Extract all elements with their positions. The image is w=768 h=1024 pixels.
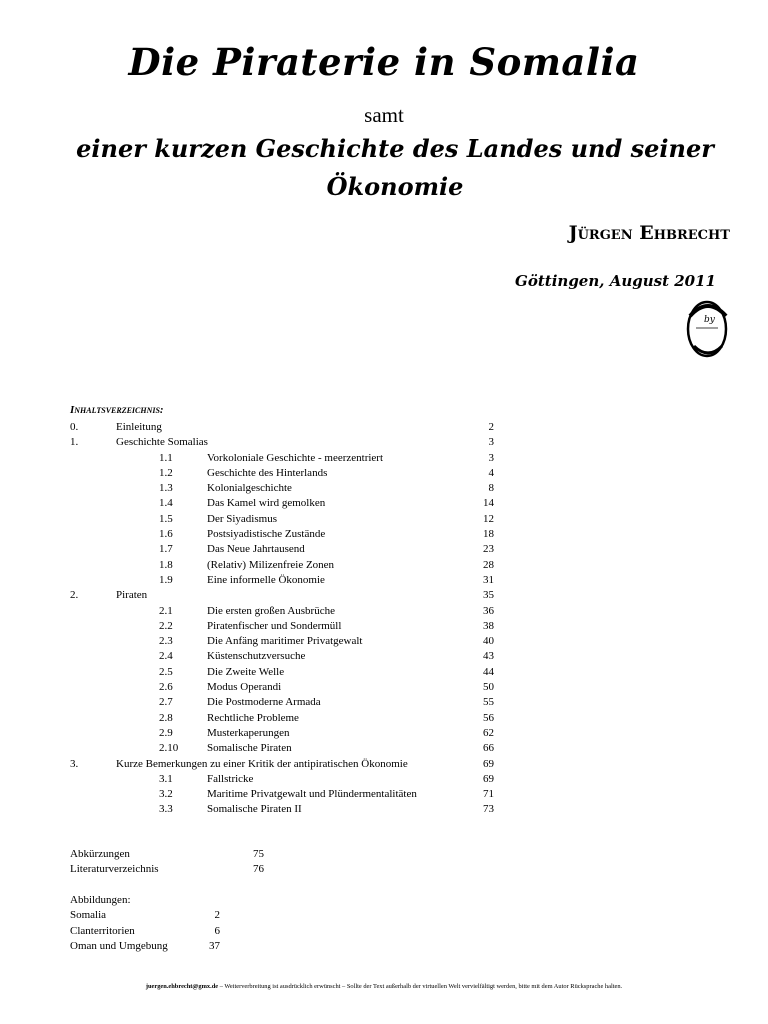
- toc-entry-num: 3.: [70, 757, 79, 770]
- toc-entry-page: 28: [483, 558, 494, 571]
- toc-entry-page: 69: [483, 772, 494, 785]
- author-email[interactable]: juergen.ehbrecht@gmx.de: [145, 983, 219, 990]
- subtitle-connector: samt: [364, 103, 404, 127]
- toc-entry-page: 8: [488, 482, 494, 495]
- list-item-text: Literaturverzeichnis: [70, 863, 159, 876]
- list-item: [70, 908, 220, 923]
- toc-entry-text: Musterkaperungen: [207, 726, 290, 739]
- table-of-contents: [70, 420, 494, 818]
- toc-entry: [70, 757, 494, 772]
- toc-entry: [70, 527, 494, 542]
- toc-entry-num: 1.8: [159, 558, 173, 571]
- list-item-page: 2: [214, 909, 220, 922]
- toc-entry-text: Einleitung: [116, 421, 162, 433]
- toc-entry-text: Eine informelle Ökonomie: [207, 573, 325, 586]
- toc-entry-text: Somalische Piraten: [207, 742, 292, 755]
- toc-entry: [70, 772, 494, 787]
- toc-entry-page: 36: [483, 604, 494, 617]
- toc-entry-page: 3: [488, 451, 494, 464]
- toc-entry-num: 2.3: [159, 635, 173, 648]
- toc-entry: [70, 604, 494, 619]
- toc-entry-num: 2.8: [159, 711, 173, 724]
- toc-entry: [70, 665, 494, 680]
- toc-entry: [70, 558, 494, 573]
- toc-entry-page: 44: [483, 665, 494, 678]
- list-item-text: Oman und Umgebung: [70, 939, 168, 952]
- list-item-text: Clanterritorien: [70, 924, 135, 937]
- toc-entry-page: 73: [483, 803, 494, 816]
- toc-entry-text: Modus Operandi: [207, 681, 282, 694]
- toc-entry-num: 2.10: [159, 742, 179, 755]
- toc-entry-num: 1.7: [159, 543, 173, 556]
- toc-entry: [70, 420, 494, 435]
- toc-entry-num: 3.1: [159, 772, 173, 785]
- toc-entry-page: 43: [483, 650, 494, 663]
- toc-entry: [70, 481, 494, 496]
- list-item-text: Abkürzungen: [70, 848, 130, 860]
- toc-entry: [70, 649, 494, 664]
- toc-entry-num: 2.7: [159, 696, 173, 709]
- toc-entry-num: 0.: [70, 421, 79, 433]
- list-item-text: Somalia: [70, 909, 107, 922]
- toc-entry-page: 55: [483, 696, 494, 709]
- toc-entry-page: 2: [488, 421, 494, 433]
- toc-entry-num: 2.2: [159, 619, 173, 632]
- toc-entry-page: 38: [483, 619, 494, 632]
- toc-entry: [70, 695, 494, 710]
- toc-entry-page: 3: [488, 436, 494, 449]
- toc-entry: [70, 512, 494, 527]
- toc-entry: [70, 726, 494, 741]
- toc-entry-text: Rechtliche Probleme: [207, 711, 299, 724]
- toc-entry-num: 2.1: [159, 604, 173, 617]
- list-item: [70, 847, 264, 862]
- list-item-page: 6: [214, 924, 220, 937]
- toc-entry: [70, 619, 494, 634]
- toc-entry-page: 71: [483, 788, 494, 801]
- toc-entry-text: Kolonialgeschichte: [207, 482, 292, 495]
- toc-entry-num: 2.: [70, 589, 79, 602]
- toc-entry-text: Fallstricke: [207, 772, 254, 785]
- author-name: Jürgen Ehbrecht: [568, 222, 730, 244]
- toc-entry-num: 1.2: [159, 466, 173, 479]
- toc-entry-num: 1.1: [159, 451, 173, 464]
- list-item-page: 76: [253, 863, 264, 876]
- toc-heading: Inhaltsverzeichnis:: [70, 404, 164, 416]
- toc-entry-num: 1.5: [159, 512, 173, 525]
- toc-entry-page: 14: [483, 497, 494, 510]
- toc-entry-page: 62: [483, 726, 494, 739]
- toc-entry-text: Somalische Piraten II: [207, 803, 302, 816]
- document-subtitle: einer kurzen Geschichte des Landes und seiner Ökonomie: [76, 134, 714, 201]
- toc-entry: [70, 542, 494, 557]
- toc-entry-text: Postsiyadistische Zustände: [207, 528, 326, 541]
- toc-entry-text: Geschichte des Hinterlands: [207, 466, 328, 479]
- toc-entry-page: 50: [483, 681, 494, 694]
- toc-entry-text: Das Kamel wird gemolken: [207, 497, 326, 510]
- toc-entry-num: 2.9: [159, 726, 173, 739]
- toc-entry-text: Die Anfäng maritimer Privatgewalt: [207, 635, 363, 648]
- place-date: Göttingen, August 2011: [515, 272, 716, 290]
- toc-entry-num: 1.9: [159, 573, 173, 586]
- toc-entry-page: 69: [483, 757, 494, 770]
- toc-entry-text: Maritime Privatgewalt und Plündermentalitäten: [207, 788, 417, 801]
- appendix-list: [70, 847, 264, 878]
- list-item: [70, 924, 220, 939]
- toc-entry-num: 1.6: [159, 528, 173, 541]
- toc-entry-page: 66: [483, 742, 494, 755]
- toc-entry-page: 56: [483, 711, 494, 724]
- toc-entry-text: Vorkoloniale Geschichte - meerzentriert: [207, 451, 384, 464]
- toc-entry: [70, 680, 494, 695]
- toc-entry: [70, 451, 494, 466]
- logo-text: by: [704, 315, 715, 325]
- toc-entry-text: Die ersten großen Ausbrüche: [207, 604, 335, 617]
- toc-entry-page: 31: [483, 573, 494, 586]
- list-item: [70, 862, 264, 877]
- toc-entry: [70, 588, 494, 603]
- toc-entry: [70, 787, 494, 802]
- toc-entry-text: Küstenschutzversuche: [207, 650, 306, 663]
- toc-entry-text: Piratenfischer und Sondermüll: [207, 619, 342, 632]
- toc-entry: [70, 711, 494, 726]
- toc-entry-page: 12: [483, 512, 494, 525]
- toc-entry: [70, 435, 494, 450]
- toc-entry-text: Kurze Bemerkungen zu einer Kritik der antipiratischen Ökonomie: [116, 757, 408, 770]
- footer: [0, 983, 768, 990]
- toc-entry-num: 2.6: [159, 681, 173, 694]
- toc-entry: [70, 634, 494, 649]
- list-item-page: 75: [253, 848, 264, 860]
- toc-entry-page: 18: [483, 528, 494, 541]
- toc-entry-text: Die Postmoderne Armada: [207, 696, 321, 709]
- figures-list: [70, 908, 220, 954]
- figures-section: [70, 893, 220, 954]
- document-title: Die Piraterie in Somalia: [128, 40, 640, 84]
- toc-entry-num: 1.4: [159, 497, 173, 510]
- figures-heading: Abbildungen:: [70, 894, 131, 906]
- toc-entry-num: 3.3: [159, 803, 173, 816]
- toc-entry-num: 2.5: [159, 665, 173, 678]
- list-item: [70, 939, 220, 954]
- toc-entry-num: 1.: [70, 436, 79, 449]
- toc-entry: [70, 496, 494, 511]
- toc-entry-text: (Relativ) Milizenfreie Zonen: [207, 558, 335, 571]
- toc-entry: [70, 741, 494, 756]
- toc-entry-page: 35: [483, 589, 494, 602]
- list-item-page: 37: [209, 939, 220, 952]
- toc-entry-text: Der Siyadismus: [207, 512, 277, 525]
- toc-entry-text: Geschichte Somalias: [116, 436, 208, 449]
- toc-entry-num: 3.2: [159, 788, 173, 801]
- toc-entry-text: Die Zweite Welle: [207, 665, 285, 678]
- toc-entry-num: 2.4: [159, 650, 173, 663]
- toc-entry: [70, 573, 494, 588]
- toc-entry: [70, 466, 494, 481]
- footer-note: – Weiterverbreitung ist ausdrücklich erwünscht – Sollte der Text außerhalb der virtuellen Welt vervielfältigt werden, bitte mit dem Autor Rücksprache halten.: [218, 983, 623, 990]
- toc-entry-page: 23: [483, 543, 494, 556]
- author-logo: [684, 296, 732, 360]
- toc-entry-page: 40: [483, 635, 494, 648]
- toc-entry-text: Piraten: [116, 589, 148, 602]
- toc-entry: [70, 802, 494, 817]
- toc-entry-num: 1.3: [159, 482, 173, 495]
- toc-entry-page: 4: [488, 466, 494, 479]
- toc-entry-text: Das Neue Jahrtausend: [207, 543, 305, 556]
